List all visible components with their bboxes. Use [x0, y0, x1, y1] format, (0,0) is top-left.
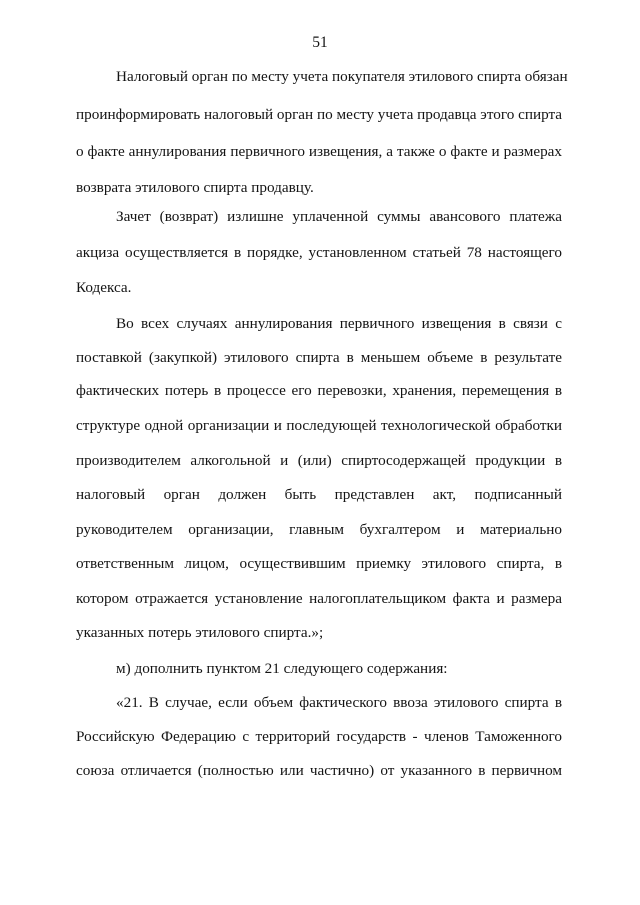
text-line: ответственным лицом, осуществившим приемку этилового спирта, в: [76, 555, 562, 572]
text-line: акциза осуществляется в порядке, установленном статьей 78 настоящего: [76, 244, 562, 261]
text-line: налоговый орган должен быть представлен акт, подписанный: [76, 486, 562, 503]
text-line: Налоговый орган по месту учета покупателя этилового спирта обязан: [116, 68, 568, 85]
text-line: «21. В случае, если объем фактического ввоза этилового спирта в: [116, 694, 562, 711]
text-line: Зачет (возврат) излишне уплаченной суммы авансового платежа: [116, 208, 562, 225]
text-line: указанных потерь этилового спирта.»;: [76, 624, 324, 641]
text-line: производителем алкогольной и (или) спиртосодержащей продукции в: [76, 452, 562, 469]
text-line: структуре одной организации и последующей технологической обработки: [76, 417, 562, 434]
text-line: котором отражается установление налогоплательщиком факта и размера: [76, 590, 562, 607]
text-line: о факте аннулирования первичного извещения, а также о факте и размерах: [76, 143, 562, 160]
text-line: фактических потерь в процессе его перевозки, хранения, перемещения в: [76, 382, 562, 399]
text-line: возврата этилового спирта продавцу.: [76, 179, 314, 196]
text-line: м) дополнить пунктом 21 следующего содержания:: [116, 660, 448, 677]
text-line: союза отличается (полностью или частично) от указанного в первичном: [76, 762, 562, 779]
text-line: Во всех случаях аннулирования первичного извещения в связи с: [116, 315, 562, 332]
text-line: Кодекса.: [76, 279, 132, 296]
text-line: поставкой (закупкой) этилового спирта в меньшем объеме в результате: [76, 349, 562, 366]
page-number: 51: [312, 34, 328, 51]
text-line: руководителем организации, главным бухгалтером и материально: [76, 521, 562, 538]
text-line: Российскую Федерацию с территорий государств - членов Таможенного: [76, 728, 562, 745]
text-line: проинформировать налоговый орган по месту учета продавца этого спирта: [76, 106, 563, 123]
